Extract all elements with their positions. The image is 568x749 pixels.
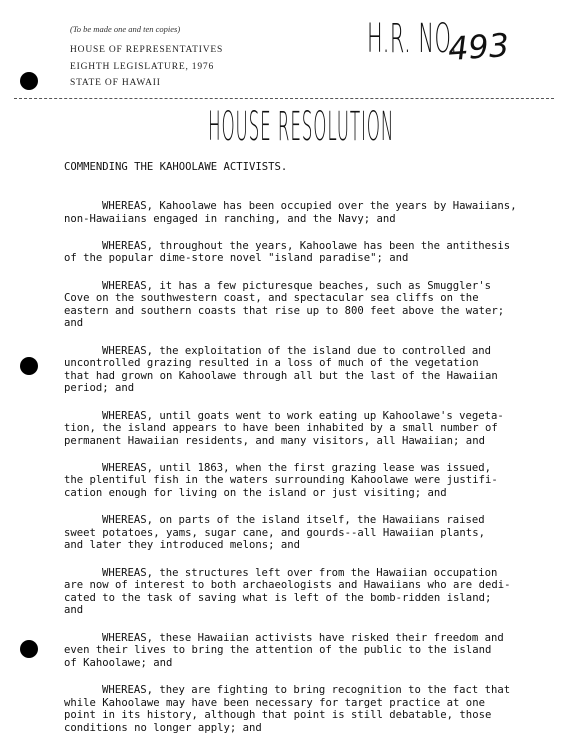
legislature-name: EIGHTH LEGISLATURE, 1976 <box>70 62 215 72</box>
whereas-paragraph <box>64 240 544 265</box>
resolution-subject: COMMENDING THE KAHOOLAWE ACTIVISTS. <box>64 161 288 173</box>
hr-number-value: 493 <box>446 25 511 69</box>
paragraph-line: while Kahoolawe may have been necessary for target practice at one <box>64 696 485 709</box>
punch-hole-top <box>20 72 38 90</box>
paragraph-line: that had grown on Kahoolawe through all but the last of the Hawaiian <box>64 369 498 382</box>
paragraph-line: WHEREAS, these Hawaiian activists have risked their freedom and <box>102 631 504 644</box>
whereas-paragraph <box>64 410 544 448</box>
paragraph-line: and <box>64 317 84 330</box>
paragraph-line: non-Hawaiians engaged in ranching, and the Navy; and <box>64 212 396 225</box>
paragraph-line: sweet potatoes, yams, sugar cane, and gourds--all Hawaiian plants, <box>64 526 485 539</box>
paragraph-line: of the popular dime-store novel "island paradise"; and <box>64 252 409 265</box>
hr-number-prefix: H.R. NO. <box>367 16 458 62</box>
paragraph-line: WHEREAS, the structures left over from the Hawaiian occupation <box>102 566 498 579</box>
whereas-paragraph <box>64 632 544 670</box>
state-name: STATE OF HAWAII <box>70 78 161 88</box>
paragraph-line: period; and <box>64 382 135 395</box>
paragraph-line: and later they introduced melons; and <box>64 539 300 552</box>
header-divider <box>14 98 554 99</box>
paragraph-line: WHEREAS, throughout the years, Kahoolawe has been the antithesis <box>102 239 511 252</box>
paragraph-line: WHEREAS, on parts of the island itself, the Hawaiians raised <box>102 514 485 527</box>
paragraph-line: WHEREAS, it has a few picturesque beaches, such as Smuggler's <box>102 279 492 292</box>
paragraph-line: WHEREAS, until 1863, when the first grazing lease was issued, <box>102 461 492 474</box>
paragraph-line: even their lives to bring the attention of the public to the island <box>64 644 492 657</box>
whereas-paragraph <box>64 514 544 552</box>
paragraph-line: point in its history, although that point is still debatable, those <box>64 709 492 722</box>
whereas-paragraph <box>64 684 544 734</box>
paragraph-line: WHEREAS, until goats went to work eating up Kahoolawe's vegeta- <box>102 409 504 422</box>
paragraph-line: conditions no longer apply; and <box>64 721 262 734</box>
whereas-paragraph <box>64 345 544 395</box>
paragraph-line: of Kahoolawe; and <box>64 656 173 669</box>
punch-hole-bottom <box>20 640 38 658</box>
document-title: HOUSE RESOLUTION <box>208 104 395 150</box>
paragraph-line: WHEREAS, Kahoolawe has been occupied over the years by Hawaiians, <box>102 200 517 212</box>
paragraph-line: WHEREAS, the exploitation of the island due to controlled and <box>102 344 492 357</box>
paragraph-line: tion, the island appears to have been inhabited by a small number of <box>64 422 498 435</box>
paragraph-line: permanent Hawaiian residents, and many visitors, all Hawaiian; and <box>64 434 485 447</box>
whereas-paragraph <box>64 200 544 225</box>
resolution-body <box>64 200 544 749</box>
whereas-paragraph <box>64 567 544 617</box>
whereas-paragraph <box>64 280 544 330</box>
paragraph-line: Cove on the southwestern coast, and spectacular sea cliffs on the <box>64 292 479 305</box>
paragraph-line: and <box>64 604 84 617</box>
punch-hole-middle <box>20 357 38 375</box>
copies-note: (To be made one and ten copies) <box>70 24 181 34</box>
paragraph-line: cated to the task of saving what is left of the bomb-ridden island; <box>64 591 492 604</box>
paragraph-line: are now of interest to both archaeologists and Hawaiians who are dedi- <box>64 579 511 592</box>
paragraph-line: cation enough for living on the island or just visiting; and <box>64 487 447 500</box>
house-name: HOUSE OF REPRESENTATIVES <box>70 45 224 55</box>
paragraph-line: eastern and southern coasts that rise up to 800 feet above the water; <box>64 304 505 317</box>
whereas-paragraph <box>64 462 544 500</box>
paragraph-line: WHEREAS, they are fighting to bring recognition to the fact that <box>102 683 511 696</box>
paragraph-line: uncontrolled grazing resulted in a loss of much of the vegetation <box>64 357 479 370</box>
paragraph-line: the plentiful fish in the waters surrounding Kahoolawe were justifi- <box>64 474 498 487</box>
